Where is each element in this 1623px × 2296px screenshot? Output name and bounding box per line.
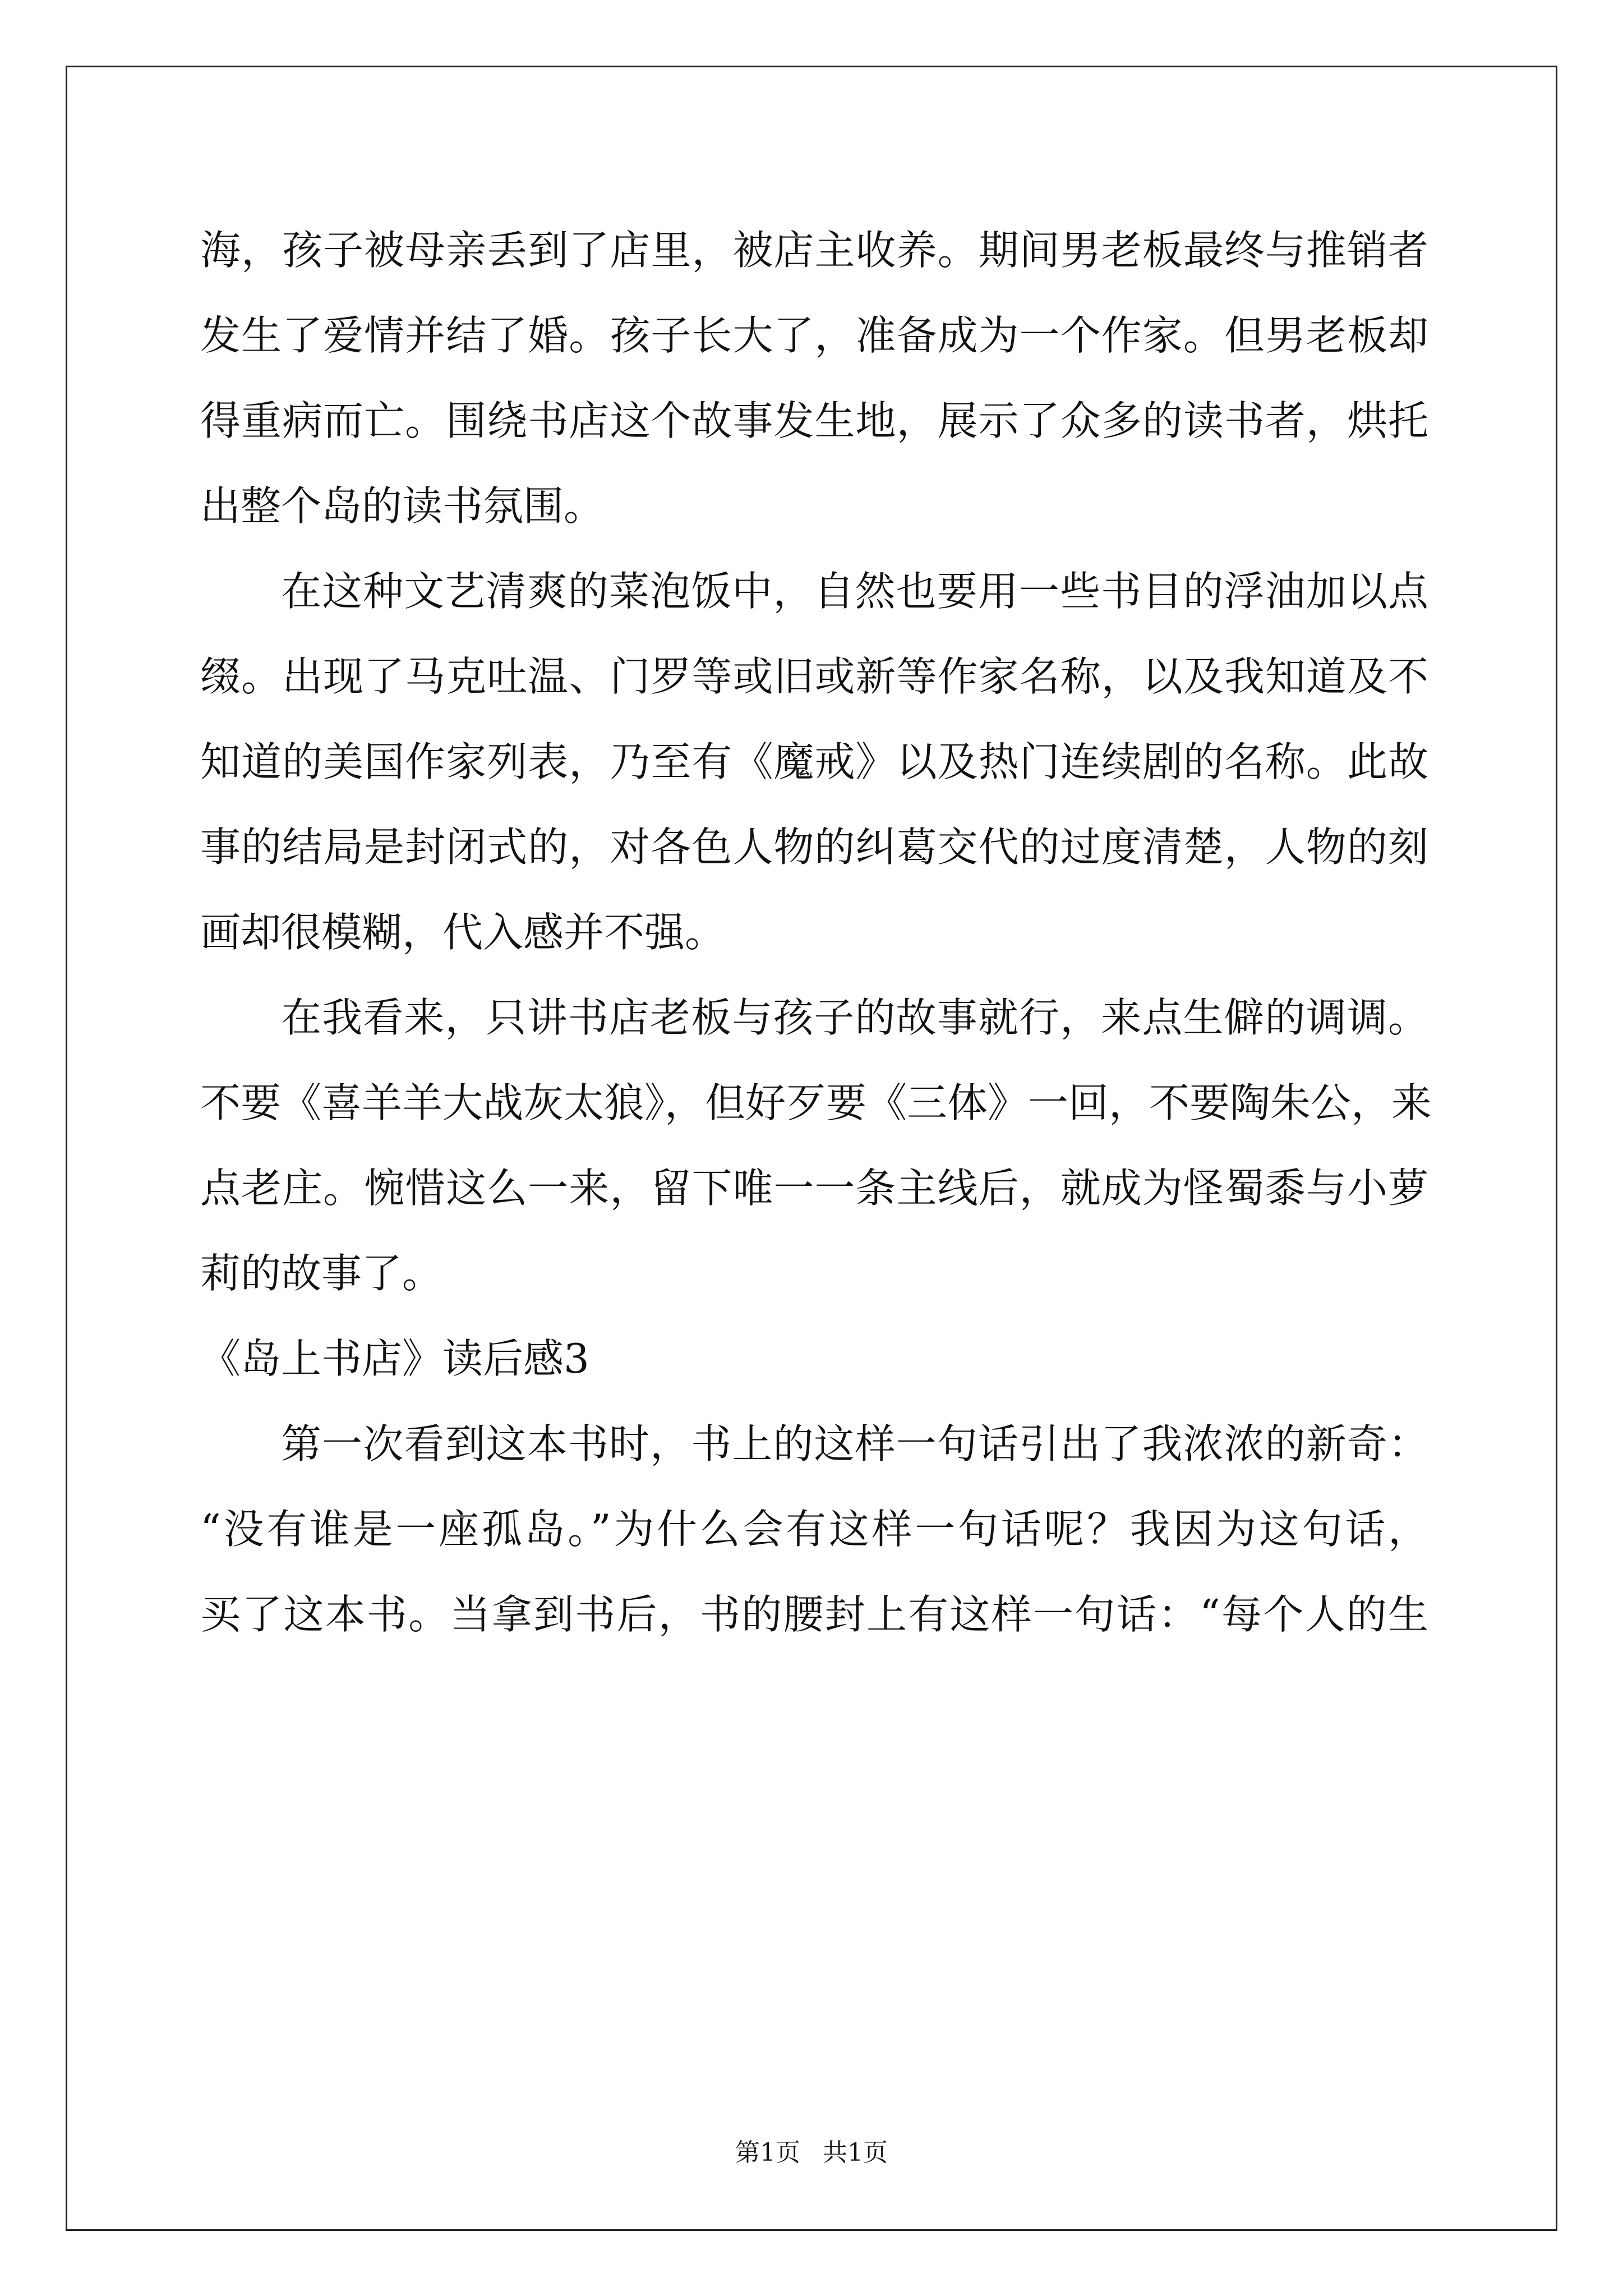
text-line: 画却很模糊，代入感并不强。 (200, 909, 726, 956)
text-line: 得重病而亡。围绕书店这个故事发生地，展示了众多的读书者，烘托 (200, 397, 1428, 444)
section-heading: 《岛上书店》读后感3 (200, 1335, 589, 1382)
text-line: 缀。出现了马克吐温、门罗等或旧或新等作家名称，以及我知道及不 (200, 653, 1428, 700)
text-line: “没有谁是一座孤岛。”为什么会有这样一句话呢？我因为这句话， (200, 1506, 1428, 1553)
text-line: 不要《喜羊羊大战灰太狼》，但好歹要《三体》一回，不要陶朱公，来 (200, 1079, 1432, 1126)
paragraph-start-line: 在我看来，只讲书店老板与孩子的故事就行，来点生僻的调调。 (281, 994, 1428, 1041)
text-line: 莉的故事了。 (200, 1250, 443, 1297)
text-line: 买了这本书。当拿到书后，书的腰封上有这样一句话：“每个人的生 (200, 1591, 1428, 1638)
text-line: 出整个岛的读书氛围。 (200, 482, 605, 530)
page-number-total: 共1页 (823, 2138, 888, 2167)
text-line: 知道的美国作家列表，乃至有《魔戒》以及热门连续剧的名称。此故 (200, 738, 1428, 785)
text-line: 发生了爱情并结了婚。孩子长大了，准备成为一个作家。但男老板却 (200, 312, 1428, 359)
paragraph-start-line: 第一次看到这本书时，书上的这样一句话引出了我浓浓的新奇： (281, 1420, 1428, 1467)
text-line: 点老庄。惋惜这么一来，留下唯一一条主线后，就成为怪蜀黍与小萝 (200, 1165, 1428, 1212)
page-number-current: 第1页 (735, 2138, 800, 2167)
document-body (200, 208, 1432, 1657)
text-line: 海，孩子被母亲丢到了店里，被店主收养。期间男老板最终与推销者 (200, 227, 1428, 274)
paragraph-start-line: 在这种文艺清爽的菜泡饭中，自然也要用一些书目的浮油加以点 (281, 568, 1428, 615)
page-footer (0, 2136, 1623, 2170)
text-line: 事的结局是封闭式的，对各色人物的纠葛交代的过度清楚，人物的刻 (200, 823, 1428, 871)
